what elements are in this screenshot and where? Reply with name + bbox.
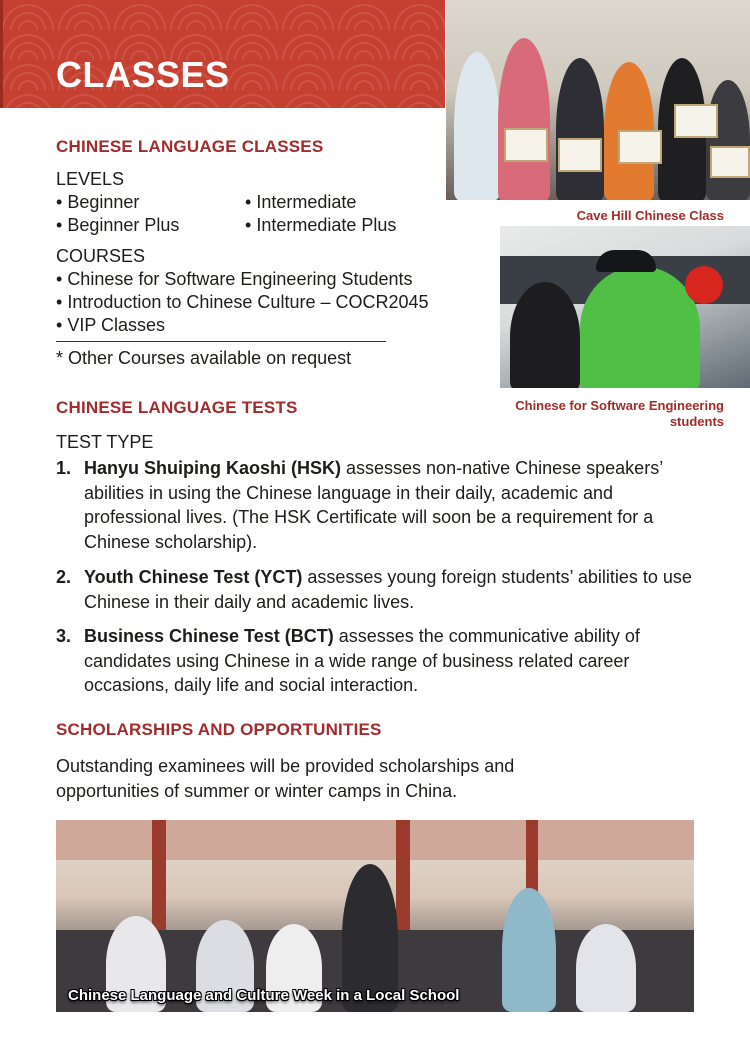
test-text: assesses the communicative ability of candidates using Chinese in a wide range of business related career occasions, daily life and social interaction. [84,626,640,695]
other-courses-note: * Other Courses available on request [56,348,352,368]
course-item: • Chinese for Software Engineering Students [56,268,413,291]
classes-heading: CHINESE LANGUAGE CLASSES [56,137,324,156]
test-description [84,565,706,614]
level-intermediate-plus: • Intermediate Plus [245,214,396,237]
course-item: • VIP Classes [56,314,165,337]
cave-hill-class-photo [446,0,750,200]
header-banner [0,0,445,108]
levels-label: LEVELS [56,169,125,189]
test-name: Business Chinese Test (BCT) [84,626,334,646]
culture-week-caption: Chinese Language and Culture Week in a Local School [68,987,460,1004]
test-text: assesses non-native Chinese speakers’ abilities in using the Chinese language in their daily, academic and professional lives. (The HSK Certificate will soon be a requirement for a Chinese scholarship). [84,458,663,552]
test-description [84,624,706,698]
page-title: CLASSES [56,54,230,95]
software-caption: Chinese for Software Engineering students [515,398,724,429]
test-item-yct [56,565,706,614]
courses-label: COURSES [56,246,146,266]
test-name: Youth Chinese Test (YCT) [84,567,303,587]
test-number: 1. [56,458,72,478]
tests-heading: CHINESE LANGUAGE TESTS [56,398,298,417]
cave-hill-caption: Cave Hill Chinese Class [576,208,724,223]
courses-divider [56,341,386,342]
test-name: Hanyu Shuiping Kaoshi (HSK) [84,458,342,478]
test-description [84,456,706,554]
software-students-photo [500,226,750,388]
scholarships-heading: SCHOLARSHIPS AND OPPORTUNITIES [56,720,382,739]
test-number: 2. [56,567,72,587]
culture-week-photo [56,820,694,1012]
level-beginner: • Beginner [56,191,139,214]
test-item-bct [56,624,706,698]
test-type-label: TEST TYPE [56,432,154,452]
level-intermediate: • Intermediate [245,191,356,214]
test-item-hsk [56,456,706,554]
course-item: • Introduction to Chinese Culture – COCR2045 [56,291,429,314]
test-text: assesses young foreign students’ abilities to use Chinese in their daily and academic lives. [84,567,692,612]
scholarships-text: Outstanding examinees will be provided scholarships and opportunities of summer or winter camps in China. [56,756,515,801]
level-beginner-plus: • Beginner Plus [56,214,179,237]
test-number: 3. [56,626,72,646]
